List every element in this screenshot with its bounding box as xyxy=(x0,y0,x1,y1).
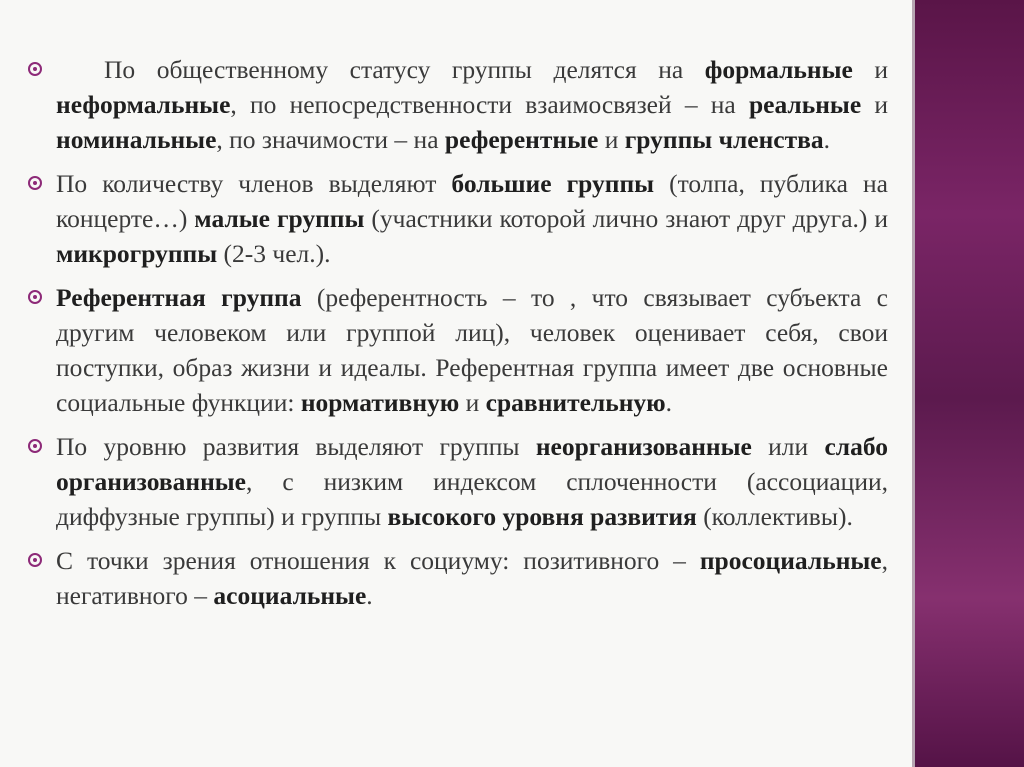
paragraph-text: , с низким индексом сплоченности (ассоциации, диффузные группы) и группы xyxy=(56,467,888,531)
paragraph-text: и xyxy=(852,55,889,84)
target-bullet-icon xyxy=(28,553,42,567)
paragraph-text: , по значимости – на xyxy=(216,125,445,154)
bullet-paragraph xyxy=(28,52,888,157)
paragraph-text: (2-3 чел.). xyxy=(217,239,331,268)
bold-term: большие группы xyxy=(451,169,655,198)
bold-term: нормативную xyxy=(300,388,460,417)
bold-term: слабо организованные xyxy=(56,432,888,496)
paragraph-text: (коллективы). xyxy=(696,502,853,531)
bullet-paragraph xyxy=(28,429,888,534)
slide-content xyxy=(28,52,888,622)
decorative-side-band xyxy=(915,0,1024,767)
bold-term: асоциальные xyxy=(213,581,367,610)
target-bullet-icon xyxy=(28,62,42,76)
paragraph-text: . xyxy=(823,125,831,154)
bold-term: микрогруппы xyxy=(56,239,218,268)
bold-term: неформальные xyxy=(56,90,231,119)
bold-term: группы членства xyxy=(624,125,824,154)
paragraph-text: С точки зрения отношения к социуму: позитивного – xyxy=(56,546,700,575)
bold-term: реальные xyxy=(748,90,862,119)
paragraph-text: (участники которой лично знают друг друга.) и xyxy=(364,204,888,233)
bullet-paragraph xyxy=(28,543,888,613)
bold-term: высокого уровня развития xyxy=(387,502,697,531)
paragraph-text: . xyxy=(665,388,673,417)
paragraph-text: (толпа, публика на концерте…) xyxy=(56,169,888,233)
paragraph-text: и xyxy=(459,388,486,417)
paragraph-text: , негативного – xyxy=(56,546,888,610)
bold-term: формальные xyxy=(704,55,853,84)
bullet-paragraph xyxy=(28,166,888,271)
bold-term: неорганизованные xyxy=(535,432,752,461)
bold-term: номинальные xyxy=(56,125,217,154)
target-bullet-icon xyxy=(28,290,42,304)
bold-term: малые группы xyxy=(194,204,365,233)
paragraph-text: По общественному статусу группы делятся на xyxy=(104,55,705,84)
paragraph-text: По количеству членов выделяют xyxy=(56,169,452,198)
paragraph-text: (референтность – то , что связывает субъекта с другим человеком или группой лиц), человек оценивает себя, свои поступки, образ жизни и идеалы. Референтная группа имеет две основные социальные функции: xyxy=(56,283,888,417)
paragraph-text: По уровню развития выделяют группы xyxy=(56,432,536,461)
bold-term: просоциальные xyxy=(699,546,882,575)
paragraph-text: и xyxy=(861,90,888,119)
target-bullet-icon xyxy=(28,439,42,453)
paragraph-text: или xyxy=(751,432,825,461)
paragraph-text: , по непосредственности взаимосвязей – на xyxy=(230,90,749,119)
bold-term: Референтная группа xyxy=(56,283,302,312)
bullet-paragraph xyxy=(28,280,888,420)
target-bullet-icon xyxy=(28,176,42,190)
paragraph-text: и xyxy=(598,125,625,154)
bold-term: сравнительную xyxy=(485,388,666,417)
paragraph-text: . xyxy=(366,581,373,610)
bold-term: референтные xyxy=(444,125,599,154)
